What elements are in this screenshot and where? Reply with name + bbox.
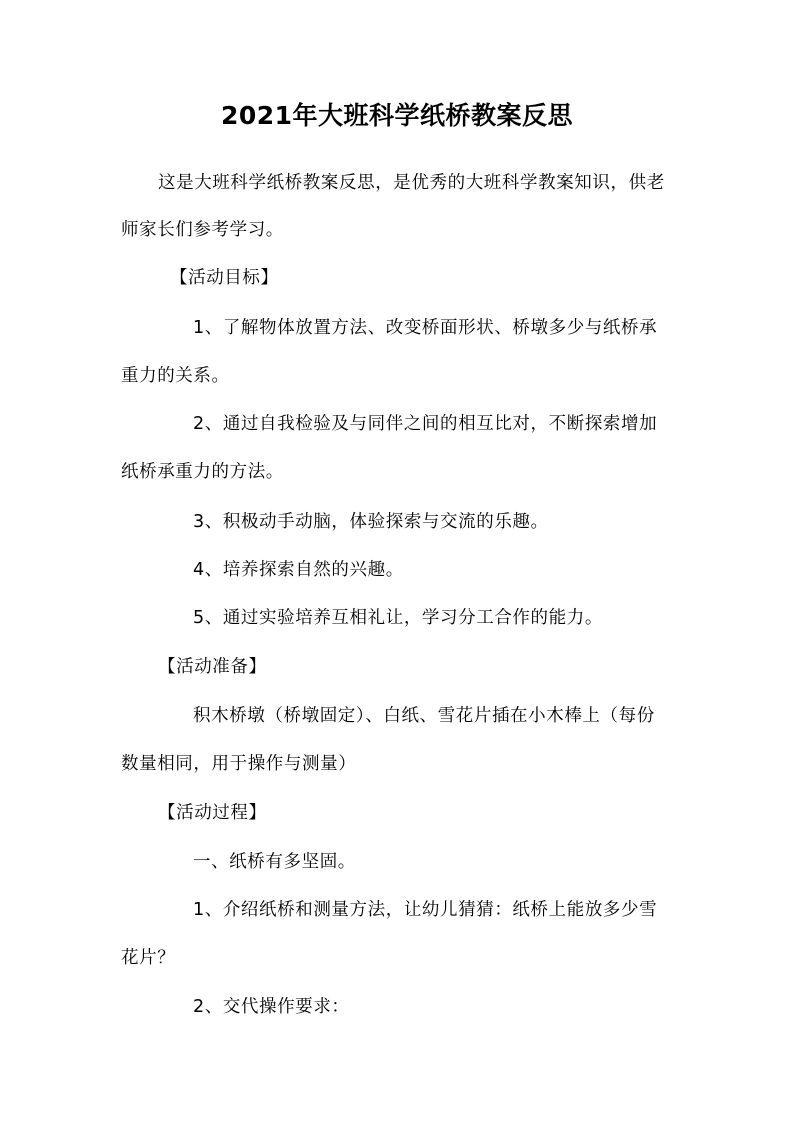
process-item-1-line-1: 1、介绍纸桥和测量方法，让幼儿猜猜：纸桥上能放多少雪 — [193, 900, 658, 920]
goal-4: 4、培养探索自然的兴趣。 — [193, 560, 404, 580]
section-heading-goals: 【活动目标】 — [170, 268, 279, 288]
goal-1-line-1: 1、了解物体放置方法、改变桥面形状、桥墩多少与纸桥承 — [193, 318, 658, 338]
preparation-line-1: 积木桥墩（桥墩固定）、白纸、雪花片插在小木棒上（每份 — [193, 706, 655, 726]
document-title: 2021年大班科学纸桥教案反思 — [220, 101, 574, 130]
goal-2-line-2: 纸桥承重力的方法。 — [121, 462, 284, 482]
section-heading-preparation: 【活动准备】 — [158, 657, 267, 677]
process-item-1-line-2: 花片？ — [121, 948, 176, 968]
goal-3: 3、积极动手动脑，体验探索与交流的乐趣。 — [193, 512, 549, 532]
intro-line-2: 师家长们参考学习。 — [121, 220, 284, 240]
goal-1-line-2: 重力的关系。 — [121, 366, 230, 386]
process-step-1: 一、纸桥有多坚固。 — [193, 852, 356, 872]
goal-2-line-1: 2、通过自我检验及与同伴之间的相互比对，不断探索增加 — [193, 414, 658, 434]
process-item-2: 2、交代操作要求： — [193, 997, 350, 1017]
preparation-line-2: 数量相同，用于操作与测量） — [121, 754, 357, 774]
intro-line-1: 这是大班科学纸桥教案反思，是优秀的大班科学教案知识，供老 — [158, 173, 665, 193]
goal-5: 5、通过实验培养互相礼让，学习分工合作的能力。 — [193, 608, 603, 628]
section-heading-process: 【活动过程】 — [158, 803, 267, 823]
